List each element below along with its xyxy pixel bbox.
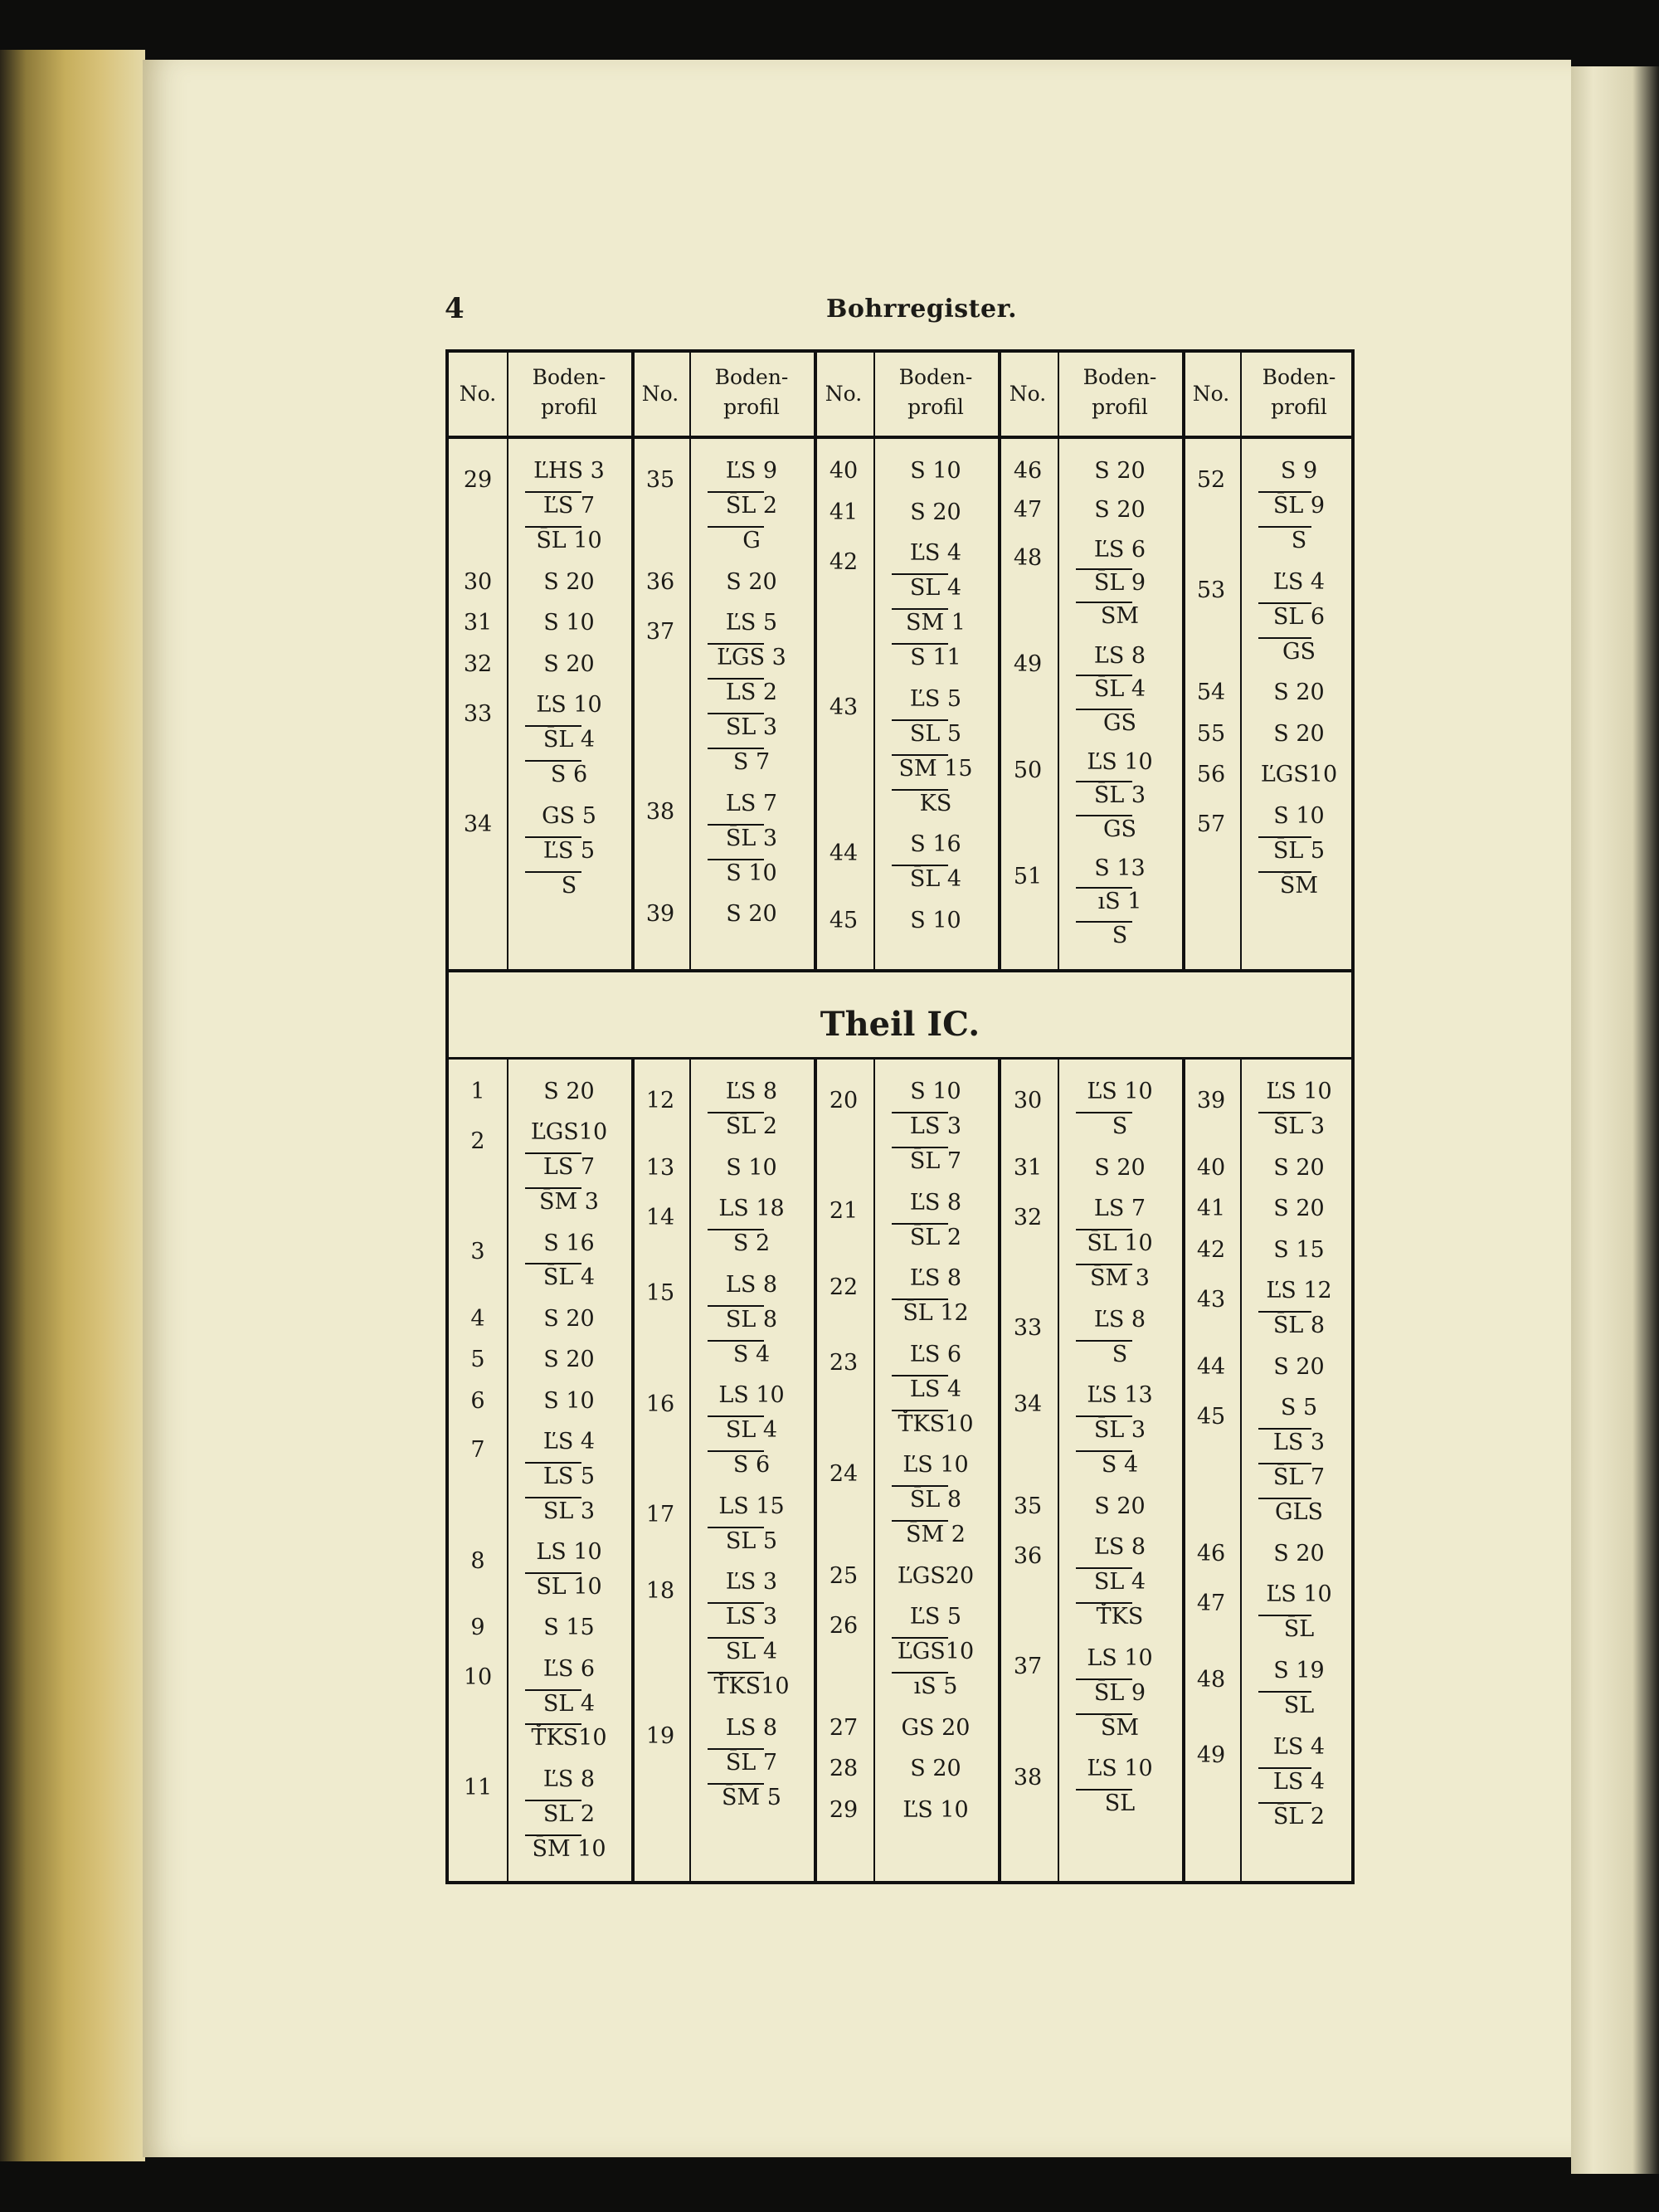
header-no: No. (1009, 382, 1047, 406)
soil-profile-layer: GS 5 (542, 802, 596, 829)
section-rule (449, 1057, 1351, 1060)
soil-profile-layer: S 20 (910, 499, 961, 525)
header-boden-line2: profil (1271, 395, 1327, 419)
soil-profile-layer: S (1112, 1341, 1128, 1367)
borehole-number: 51 (1013, 864, 1043, 890)
borehole-number: 48 (1013, 545, 1043, 572)
borehole-number: 49 (1013, 651, 1043, 678)
soil-profile-layer: S 20 (543, 1347, 595, 1373)
borehole-number: 9 (470, 1615, 485, 1641)
soil-profile-layer: ŤKS (1096, 1604, 1144, 1630)
borehole-number: 29 (463, 466, 493, 493)
header-no: No. (1192, 382, 1230, 406)
borehole-number: 20 (829, 1087, 859, 1113)
soil-profile-layer: ĽS 10 (1266, 1079, 1332, 1104)
soil-profile-layer: S̄L 3 (725, 825, 778, 851)
borehole-number: 46 (1013, 458, 1043, 484)
soil-profile-layer: ĽGS10 (897, 1639, 975, 1665)
soil-profile-layer: S 4 (1101, 1452, 1139, 1479)
soil-profile-layer: LS 4 (909, 1376, 962, 1402)
soil-profile-layer: S̄M (1279, 872, 1319, 899)
soil-profile-layer: S (1112, 922, 1128, 948)
soil-profile-layer: ŤKS10 (898, 1411, 974, 1437)
soil-profile-layer: LS 3 (725, 1604, 778, 1630)
soil-profile-layer: S 10 (543, 1387, 595, 1414)
borehole-number: 31 (463, 610, 493, 636)
soil-profile-layer: SL 10 (536, 1573, 602, 1600)
borehole-number: 39 (645, 901, 675, 928)
bohrregister-table (445, 349, 1355, 1884)
borehole-number: 33 (463, 700, 493, 727)
soil-profile-layer: ŤKS10 (713, 1674, 790, 1700)
header-no: No. (825, 382, 863, 406)
soil-profile-layer: S 11 (910, 645, 961, 671)
soil-profile-layer: S 20 (910, 1756, 961, 1782)
soil-profile-layer: S 20 (1094, 458, 1146, 484)
soil-profile-layer: S 10 (910, 458, 961, 484)
borehole-number: 22 (829, 1274, 859, 1300)
soil-profile-layer: ĽS 12 (1266, 1278, 1332, 1304)
header-boden-line2: profil (907, 395, 964, 419)
soil-profile-layer: S 6 (732, 1452, 771, 1479)
borehole-number: 41 (829, 499, 859, 525)
borehole-number: 30 (1013, 1087, 1043, 1113)
borehole-number: 38 (645, 799, 675, 826)
borehole-number: 32 (1013, 1204, 1043, 1230)
borehole-number: 52 (1196, 466, 1226, 493)
borehole-number: 17 (645, 1502, 675, 1528)
soil-profile-layer: S̄L 8 (909, 1487, 962, 1513)
facing-page-edge (1571, 66, 1659, 2174)
borehole-number: 30 (463, 568, 493, 595)
soil-profile-layer: S 20 (726, 901, 777, 928)
soil-profile-layer: ıS 1 (1097, 889, 1142, 915)
soil-profile-layer: SL 4 (725, 1417, 778, 1444)
borehole-number: 25 (829, 1562, 859, 1589)
column-rule (631, 353, 635, 969)
soil-profile-layer: LS 5 (542, 1463, 596, 1489)
borehole-number: 4 (470, 1305, 485, 1332)
soil-profile-layer: S̄M 10 (532, 1835, 606, 1862)
borehole-number: 10 (463, 1664, 493, 1691)
soil-profile-layer: LS 7 (1093, 1196, 1146, 1222)
soil-profile-layer: S 10 (910, 1079, 961, 1104)
soil-profile-layer: S̄L 9 (1272, 493, 1326, 519)
soil-profile-layer: SM 1 (906, 610, 966, 636)
soil-profile-layer: S̄L 3 (1093, 1417, 1146, 1444)
borehole-number: 2 (470, 1128, 485, 1154)
soil-profile-layer: SM (1100, 603, 1140, 630)
soil-profile-layer: S̄L 10 (536, 528, 602, 553)
soil-profile-layer: LS 10 (718, 1382, 785, 1409)
borehole-number: 28 (829, 1756, 859, 1782)
borehole-number: 45 (1196, 1403, 1226, 1430)
soil-profile-layer: ĽGS20 (897, 1562, 975, 1589)
soil-profile-layer: S 20 (543, 650, 595, 677)
soil-profile-layer: S̄L 9 (1093, 570, 1146, 597)
borehole-number: 23 (829, 1350, 859, 1376)
borehole-number: 32 (463, 650, 493, 677)
soil-profile-layer: S 20 (1273, 1154, 1325, 1181)
soil-profile-layer: S (561, 872, 577, 899)
header-boden-line2: profil (541, 395, 597, 419)
header-boden-line1: Boden- (898, 365, 973, 389)
soil-profile-layer: S̄L 2 (1272, 1803, 1326, 1830)
soil-profile-layer: ĽS 9 (725, 458, 778, 484)
header-bodenprofil (1058, 363, 1182, 422)
column-rule (1182, 353, 1185, 969)
soil-profile-layer: ĽS 4 (1272, 1733, 1326, 1760)
soil-profile-layer: ĽS 4 (542, 1428, 596, 1454)
soil-profile-layer: S 19 (1273, 1658, 1325, 1684)
soil-profile-layer: S̄L 7 (909, 1148, 962, 1174)
soil-profile-layer: S̄L 2 (909, 1224, 962, 1250)
soil-profile-layer: S 20 (726, 568, 777, 595)
soil-profile-layer: LS 7 (725, 790, 778, 816)
borehole-number: 46 (1196, 1540, 1226, 1566)
soil-profile-layer: S̄L 5 (1272, 837, 1326, 864)
soil-profile-layer: S 16 (910, 831, 961, 858)
soil-profile-layer: ĽS 8 (542, 1766, 596, 1792)
borehole-number: 54 (1196, 680, 1226, 706)
soil-profile-layer: S̄L 10 (1087, 1230, 1153, 1257)
soil-profile-layer: LS 10 (536, 1539, 602, 1566)
header-boden-line1: Boden- (714, 365, 789, 389)
borehole-number: 38 (1013, 1764, 1043, 1791)
borehole-number: 40 (829, 458, 859, 484)
header-rule (449, 436, 1351, 439)
soil-profile-layer: ĽS 5 (909, 1604, 962, 1630)
soil-profile-layer: LS 7 (542, 1154, 596, 1181)
borehole-number: 40 (1196, 1154, 1226, 1181)
page-number: 4 (445, 292, 465, 325)
header-no: No. (641, 382, 679, 406)
soil-profile-layer: ĽS 8 (909, 1265, 962, 1292)
soil-profile-layer: SL 5 (725, 1527, 778, 1554)
soil-profile-layer: ĽS 8 (1093, 1306, 1146, 1333)
borehole-number: 42 (829, 548, 859, 575)
soil-profile-layer: S 20 (1094, 1154, 1146, 1181)
soil-profile-layer: S 20 (1273, 1540, 1325, 1566)
soil-profile-layer: S 13 (1094, 855, 1146, 881)
borehole-number: 36 (1013, 1542, 1043, 1569)
column-rule (814, 353, 817, 969)
soil-profile-layer: ĽGS10 (1260, 762, 1338, 788)
section-title: Theil IC. (820, 1005, 980, 1044)
soil-profile-layer: S̄M 5 (722, 1784, 781, 1810)
soil-profile-layer: S̄L 12 (902, 1300, 969, 1327)
soil-profile-layer: SL 6 (1272, 603, 1326, 630)
soil-profile-layer: ĽS 10 (1266, 1581, 1332, 1608)
soil-profile-layer: ĽS 10 (536, 692, 602, 719)
borehole-number: 8 (470, 1547, 485, 1574)
soil-profile-layer: ĽS 8 (725, 1079, 778, 1104)
header-boden-line1: Boden- (532, 365, 606, 389)
soil-profile-layer: S̄L 7 (725, 1749, 778, 1776)
soil-profile-layer: S 10 (910, 907, 961, 933)
borehole-number: 21 (829, 1198, 859, 1225)
soil-profile-layer: S 20 (1273, 1353, 1325, 1380)
borehole-number: 49 (1196, 1742, 1226, 1769)
soil-profile-layer: S 15 (543, 1615, 595, 1641)
soil-profile-layer: ĽS 6 (1093, 536, 1146, 563)
soil-profile-layer: G (742, 528, 761, 553)
borehole-number: 34 (1013, 1391, 1043, 1417)
soil-profile-layer: S̄L 4 (542, 1264, 596, 1291)
borehole-number: 41 (1196, 1196, 1226, 1222)
soil-profile-layer: S̄M 3 (1090, 1265, 1150, 1292)
borehole-number: 44 (829, 840, 859, 866)
soil-profile-layer: ĽS 10 (902, 1797, 969, 1824)
soil-profile-layer: ĽS 8 (909, 1189, 962, 1216)
soil-profile-layer: SL 2 (542, 1800, 596, 1827)
soil-profile-layer: SL 5 (909, 720, 962, 747)
borehole-number: 56 (1196, 762, 1226, 788)
header-bodenprofil (1240, 363, 1358, 422)
soil-profile-layer: S̄L 2 (725, 1113, 778, 1139)
soil-profile-layer: ĽS 5 (542, 837, 596, 864)
soil-profile-layer: S 16 (543, 1230, 595, 1256)
soil-profile-layer: S̄L 3 (1272, 1113, 1326, 1139)
soil-profile-layer: S 20 (1273, 1196, 1325, 1222)
soil-profile-layer: S (1112, 1113, 1128, 1139)
soil-profile-layer: SL 3 (725, 714, 778, 741)
soil-profile-layer: ĽS 6 (909, 1341, 962, 1367)
borehole-number: 47 (1196, 1590, 1226, 1616)
soil-profile-layer: SM 15 (898, 755, 973, 782)
soil-profile-layer: ĽS 6 (542, 1655, 596, 1682)
soil-profile-layer: LS 18 (718, 1196, 785, 1222)
soil-profile-layer: S̄M (1100, 1714, 1140, 1741)
soil-profile-layer: S 7 (732, 749, 771, 776)
borehole-number: 43 (829, 694, 859, 721)
borehole-number: 53 (1196, 577, 1226, 604)
borehole-number: 33 (1013, 1315, 1043, 1342)
soil-profile-layer: S 4 (732, 1341, 771, 1367)
borehole-number: 14 (645, 1204, 675, 1230)
borehole-number: 12 (645, 1087, 675, 1113)
borehole-number: 35 (1013, 1493, 1043, 1519)
soil-profile-layer: LS 2 (725, 680, 778, 706)
book-page-edges (0, 50, 145, 2161)
soil-profile-layer: ĽS 8 (1093, 1534, 1146, 1561)
soil-profile-layer: LS 3 (909, 1113, 962, 1139)
soil-profile-layer: ĽS 10 (1087, 1079, 1153, 1104)
borehole-number: 16 (645, 1391, 675, 1417)
soil-profile-layer: SL (1104, 1791, 1136, 1817)
soil-profile-layer: ĽS 4 (1272, 568, 1326, 595)
soil-profile-layer: S 2 (732, 1230, 771, 1257)
borehole-number: 45 (829, 907, 859, 933)
borehole-number: 42 (1196, 1236, 1226, 1263)
soil-profile-layer: GS (1102, 816, 1137, 842)
borehole-number: 13 (645, 1154, 675, 1181)
borehole-number: 11 (463, 1775, 493, 1801)
borehole-number: 15 (645, 1280, 675, 1307)
soil-profile-layer: SL 3 (542, 1498, 596, 1524)
borehole-number: 24 (829, 1460, 859, 1487)
soil-profile-layer: KS (919, 790, 952, 816)
soil-profile-layer: LS 15 (718, 1493, 785, 1519)
soil-profile-layer: ĽHS 3 (533, 458, 605, 484)
soil-profile-layer: SL 8 (725, 1306, 778, 1333)
borehole-number: 27 (829, 1714, 859, 1741)
borehole-number: 3 (470, 1238, 485, 1264)
borehole-number: 7 (470, 1437, 485, 1464)
borehole-number: 36 (645, 568, 675, 595)
column-rule (998, 1057, 1001, 1884)
running-head: Bohrregister. (826, 295, 1018, 324)
header-bodenprofil (873, 363, 998, 422)
borehole-number: 57 (1196, 811, 1226, 838)
borehole-number: 47 (1013, 497, 1043, 524)
soil-profile-layer: SL 4 (542, 1690, 596, 1717)
soil-profile-layer: LS 3 (1272, 1430, 1326, 1456)
soil-profile-layer: S 20 (1094, 1493, 1146, 1519)
soil-profile-layer: S̄L (1283, 1616, 1315, 1643)
soil-profile-layer: ĽS 10 (1087, 1756, 1153, 1782)
soil-profile-layer: SL 4 (1093, 1569, 1146, 1596)
soil-profile-layer: ĽS 13 (1087, 1382, 1153, 1409)
borehole-number: 39 (1196, 1087, 1226, 1113)
soil-profile-layer: ĽGS10 (530, 1119, 608, 1146)
soil-profile-layer: ĽS 3 (725, 1569, 778, 1596)
soil-profile-layer: S 10 (543, 610, 595, 636)
soil-profile-layer: S 20 (543, 568, 595, 595)
borehole-number: 55 (1196, 720, 1226, 747)
soil-profile-layer: ĽS 5 (909, 685, 962, 712)
soil-profile-layer: S̄L 9 (1093, 1679, 1146, 1706)
borehole-number: 31 (1013, 1154, 1043, 1181)
soil-profile-layer: ĽS 8 (1093, 642, 1146, 669)
header-boden-line2: profil (1092, 395, 1148, 419)
header-boden-line1: Boden- (1082, 365, 1157, 389)
borehole-number: 29 (829, 1797, 859, 1824)
soil-profile-layer: GLS (1275, 1499, 1323, 1526)
part-end-rule (449, 969, 1351, 972)
borehole-number: 6 (470, 1387, 485, 1414)
borehole-number: 19 (645, 1723, 675, 1750)
soil-profile-layer: S̄L 7 (1272, 1464, 1326, 1491)
borehole-number: 18 (645, 1577, 675, 1604)
borehole-number: 37 (1013, 1654, 1043, 1680)
soil-profile-layer: S 10 (726, 1154, 777, 1181)
soil-profile-layer: S 20 (543, 1079, 595, 1104)
soil-profile-layer: S 9 (1280, 458, 1318, 484)
soil-profile-layer: S 6 (550, 762, 588, 788)
soil-profile-layer: S 10 (726, 860, 777, 886)
soil-profile-layer: S 5 (1280, 1395, 1318, 1421)
soil-profile-layer: LS 8 (725, 1714, 778, 1741)
soil-profile-layer: ĽS 10 (1087, 748, 1153, 775)
soil-profile-layer: S̄L 2 (725, 493, 778, 519)
borehole-number: 50 (1013, 758, 1043, 784)
soil-profile-layer: S̄L 4 (542, 727, 596, 753)
borehole-number: 35 (645, 466, 675, 493)
soil-profile-layer: S 20 (1273, 680, 1325, 706)
soil-profile-layer: SL 4 (725, 1639, 778, 1665)
soil-profile-layer: ĽS 7 (542, 493, 596, 519)
soil-profile-layer: S̄L 8 (1272, 1313, 1326, 1339)
soil-profile-layer: S (1291, 528, 1307, 553)
soil-profile-layer: SL (1283, 1693, 1315, 1719)
column-rule (631, 1057, 635, 1884)
soil-profile-layer: S̄M 2 (906, 1522, 966, 1548)
soil-profile-layer: LS 10 (1087, 1644, 1153, 1671)
soil-profile-layer: SL 4 (909, 575, 962, 602)
soil-profile-layer: GS 20 (901, 1714, 971, 1741)
header-boden-line1: Boden- (1262, 365, 1336, 389)
borehole-number: 37 (645, 618, 675, 645)
soil-profile-layer: S̄L 3 (1093, 782, 1146, 809)
soil-profile-layer: ĽS 10 (902, 1452, 969, 1479)
borehole-number: 5 (470, 1347, 485, 1373)
borehole-number: 43 (1196, 1286, 1226, 1313)
soil-profile-layer: S̄L 4 (909, 866, 962, 893)
header-no: No. (459, 382, 497, 406)
soil-profile-layer: S 20 (1094, 497, 1146, 524)
borehole-number: 34 (463, 811, 493, 838)
soil-profile-layer: S 20 (1273, 720, 1325, 747)
soil-profile-layer: ŤKS10 (531, 1725, 607, 1752)
soil-profile-layer: S 10 (1273, 802, 1325, 829)
soil-profile-layer: ĽS 4 (909, 540, 962, 567)
borehole-number: 44 (1196, 1353, 1226, 1380)
soil-profile-layer: S̄L 4 (1093, 676, 1146, 703)
borehole-number: 48 (1196, 1666, 1226, 1693)
soil-profile-layer: LS 4 (1272, 1768, 1326, 1795)
borehole-number: 1 (470, 1079, 485, 1104)
soil-profile-layer: LS 8 (725, 1271, 778, 1298)
header-bodenprofil (507, 363, 631, 422)
soil-profile-layer: ĽGS 3 (717, 645, 786, 671)
soil-profile-layer: S 15 (1273, 1236, 1325, 1263)
header-boden-line2: profil (723, 395, 780, 419)
soil-profile-layer: ıS 5 (913, 1674, 958, 1700)
soil-profile-layer: GS (1102, 709, 1137, 736)
soil-profile-layer: ĽS 5 (725, 610, 778, 636)
soil-profile-layer: S 20 (543, 1305, 595, 1332)
soil-profile-layer: GS (1282, 638, 1316, 665)
borehole-number: 26 (829, 1612, 859, 1639)
soil-profile-layer: S̄M 3 (539, 1189, 599, 1216)
header-bodenprofil (689, 363, 814, 422)
